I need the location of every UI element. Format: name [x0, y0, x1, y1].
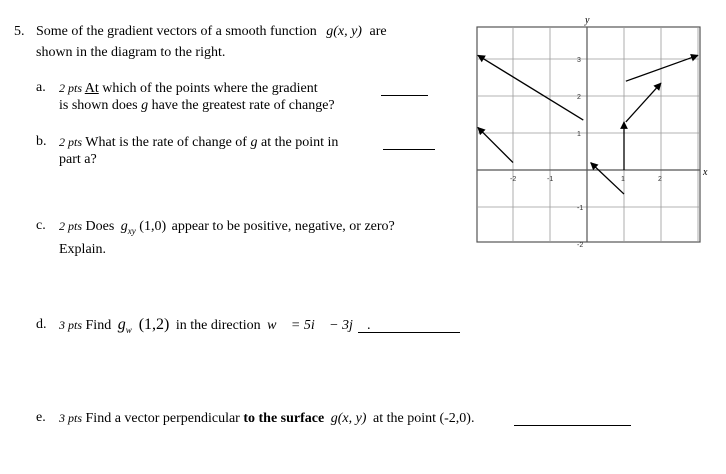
part-e-bold: to the surface — [243, 411, 325, 426]
x-tick-label: 2 — [658, 176, 662, 183]
part-b-line-2: part a? — [59, 152, 97, 167]
intro-are: are — [369, 24, 387, 39]
gradient-vector-arrow — [626, 83, 661, 122]
part-c-g: g — [120, 219, 128, 234]
part-c-points: 2 pts — [59, 219, 83, 233]
part-d-text-1: Find — [85, 318, 112, 333]
graph-grid — [477, 27, 700, 242]
part-a-text-2b: have the greatest rate of change? — [151, 98, 335, 113]
gradient-vectors — [478, 55, 698, 194]
part-e-text-2: at the point (-2,0). — [372, 411, 475, 426]
x-tick-label: 1 — [621, 176, 625, 183]
part-d-g: g — [117, 316, 126, 333]
part-b-points: 2 pts — [59, 135, 83, 149]
part-b-text-1b: at the point in — [260, 135, 339, 150]
part-c-line-2: Explain. — [59, 242, 107, 257]
problem-number: 5. — [14, 24, 25, 39]
part-c-subscript: xy — [127, 225, 136, 236]
part-c-letter: c. — [36, 218, 46, 233]
part-d-text-2: in the direction — [175, 318, 261, 333]
x-tick-label: -1 — [547, 176, 554, 183]
part-b-text-1a: What is the rate of change of — [85, 135, 247, 150]
y-tick-label: 1 — [577, 131, 581, 138]
part-c-text-1a: Does — [85, 219, 115, 234]
part-a-text-2a: is shown does — [59, 98, 138, 113]
gradient-vector-arrow — [591, 163, 624, 194]
part-c-argument: (1,0) — [139, 219, 167, 234]
part-e-function: g(x, y) — [330, 411, 367, 426]
part-b-g: g — [250, 135, 258, 150]
y-tick-label: 3 — [577, 57, 581, 64]
part-e-points: 3 pts — [59, 411, 83, 425]
intro-function: g(x, y) — [326, 24, 362, 39]
problem-intro-line-2: shown in the diagram to the right. — [36, 45, 226, 60]
gradient-vector-arrow — [478, 55, 583, 120]
y-tick-label: -1 — [577, 205, 584, 212]
part-d-vector: w⃗ = 5i⃗ − 3j⃗ . — [267, 318, 371, 333]
y-tick-label: 2 — [577, 94, 581, 101]
x-tick-label: -2 — [510, 176, 517, 183]
part-a-text-1: which of the points where the gradient — [102, 81, 318, 96]
y-tick-label: -2 — [577, 242, 584, 249]
part-d-letter: d. — [36, 317, 47, 332]
part-a-letter: a. — [36, 80, 46, 95]
intro-text: Some of the gradient vectors of a smooth function — [36, 24, 317, 39]
part-e-text-1: Find a vector perpendicular — [85, 411, 240, 426]
part-a-at: At — [84, 81, 99, 96]
y-axis-label: y — [585, 15, 590, 26]
part-d-points: 3 pts — [59, 318, 83, 332]
part-e-letter: e. — [36, 410, 46, 425]
part-a-points: 2 pts — [59, 81, 83, 95]
x-axis-label: x — [703, 167, 708, 178]
part-d-argument: (1,2) — [138, 316, 170, 333]
graph-tick-labels — [510, 57, 662, 249]
part-c-text-1b: appear to be positive, negative, or zero? — [171, 219, 395, 234]
part-b-letter: b. — [36, 134, 47, 149]
part-d-subscript: w⃗ — [125, 324, 139, 335]
part-a-g: g — [141, 98, 149, 113]
